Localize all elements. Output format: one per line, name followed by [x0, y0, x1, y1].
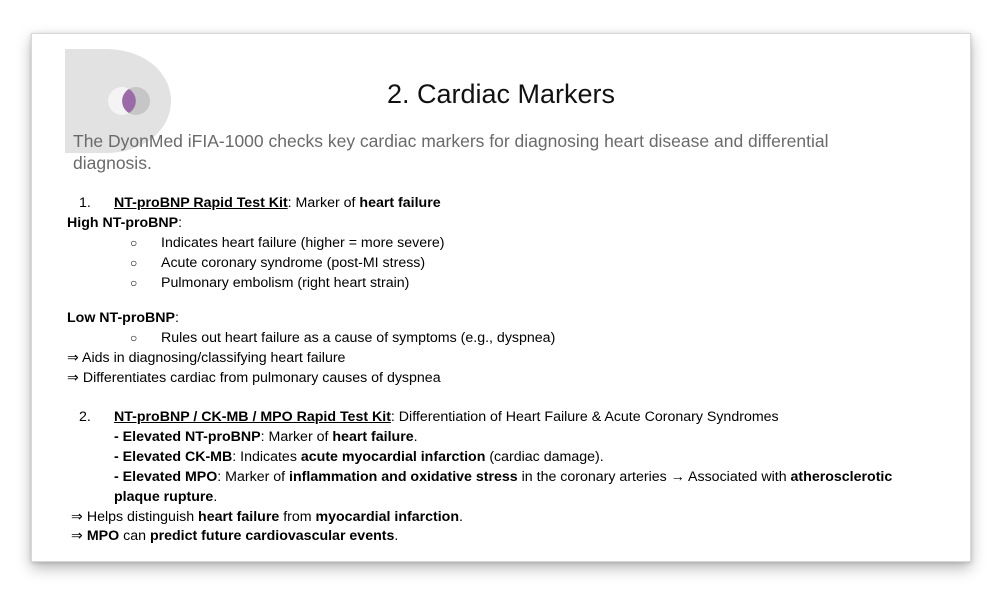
- section2-number: 2.: [79, 409, 91, 425]
- conclusion-line: ⇒ Aids in diagnosing/classifying heart failure: [67, 350, 346, 366]
- concl2-end: .: [394, 528, 399, 544]
- item3-mid2: in the coronary arteries → Associated with: [517, 469, 791, 485]
- list-item: Acute coronary syndrome (post-MI stress): [161, 255, 426, 271]
- bullet-icon: ○: [130, 236, 138, 250]
- item1-mid: : Marker of: [260, 429, 333, 445]
- concl2-b1: MPO: [86, 528, 120, 544]
- conclusion-line: ⇒ Differentiates cardiac from pulmonary causes of dyspnea: [67, 370, 441, 386]
- bullet-icon: ○: [130, 331, 138, 345]
- concl1-pre: ⇒ Helps distinguish: [71, 509, 199, 525]
- item3-bold2: atherosclerotic: [790, 469, 893, 485]
- content-body: [32, 34, 970, 561]
- list-item: Indicates heart failure (higher = more severe): [161, 235, 445, 251]
- section2-item-mpo-cont: [114, 488, 217, 506]
- section2-kit-desc: : Differentiation of Heart Failure & Acute Coronary Syndromes: [390, 409, 779, 425]
- concl1-mid: from: [279, 509, 316, 525]
- low-colon: :: [174, 310, 179, 326]
- concl1-b1: heart failure: [198, 509, 280, 525]
- item1-end: .: [413, 429, 418, 445]
- bullet-icon: ○: [130, 276, 138, 290]
- section1-header: [79, 194, 441, 212]
- section2-item-ckmb: [114, 448, 604, 466]
- list-item: Rules out heart failure as a cause of symptoms (e.g., dyspnea): [161, 330, 556, 346]
- low-label: Low NT-proBNP: [67, 310, 175, 326]
- high-ntprobnp-heading: [67, 214, 182, 232]
- concl2-b2: predict future cardiovascular events: [149, 528, 395, 544]
- item3-line2-bold: plaque rupture: [114, 489, 214, 505]
- concl2-mid: can: [119, 528, 150, 544]
- item2-end: (cardiac damage).: [485, 449, 604, 465]
- section2-item-ntprobnp: [114, 428, 418, 446]
- intro-text: The DyonMed iFIA-1000 checks key cardiac markers for diagnosing heart disease and differential diagnosis.: [73, 131, 829, 173]
- item3-label: - Elevated MPO: [114, 469, 218, 485]
- high-label: High NT-proBNP: [67, 215, 179, 231]
- item3-end: .: [213, 489, 218, 505]
- list-item: Pulmonary embolism (right heart strain): [161, 275, 410, 291]
- item1-bold: heart failure: [332, 429, 414, 445]
- section1-kit-name: NT-proBNP Rapid Test Kit: [114, 195, 288, 211]
- section1-number: 1.: [79, 195, 91, 211]
- section2-conclusion-2: [71, 527, 398, 545]
- page-title: 2. Cardiac Markers: [386, 79, 616, 109]
- item2-mid: : Indicates: [232, 449, 301, 465]
- bullet-icon: ○: [130, 256, 138, 270]
- section1-kit-desc: : Marker of: [287, 195, 360, 211]
- item1-label: - Elevated NT-proBNP: [114, 429, 261, 445]
- section2-item-mpo: [114, 468, 892, 486]
- item3-bold: inflammation and oxidative stress: [289, 469, 518, 485]
- section2-conclusion-1: [71, 508, 463, 526]
- section2-kit-name: NT-proBNP / CK-MB / MPO Rapid Test Kit: [114, 409, 391, 425]
- concl1-b2: myocardial infarction: [315, 509, 460, 525]
- section2-header: [79, 408, 779, 426]
- concl2-pre: ⇒: [71, 528, 87, 544]
- section1-kit-desc-bold: heart failure: [359, 195, 441, 211]
- item2-bold: acute myocardial infarction: [300, 449, 486, 465]
- item3-mid: : Marker of: [217, 469, 290, 485]
- concl1-end: .: [459, 509, 463, 525]
- item2-label: - Elevated CK-MB: [114, 449, 233, 465]
- slide: [31, 33, 971, 562]
- high-colon: :: [178, 215, 183, 231]
- low-ntprobnp-heading: [67, 309, 179, 327]
